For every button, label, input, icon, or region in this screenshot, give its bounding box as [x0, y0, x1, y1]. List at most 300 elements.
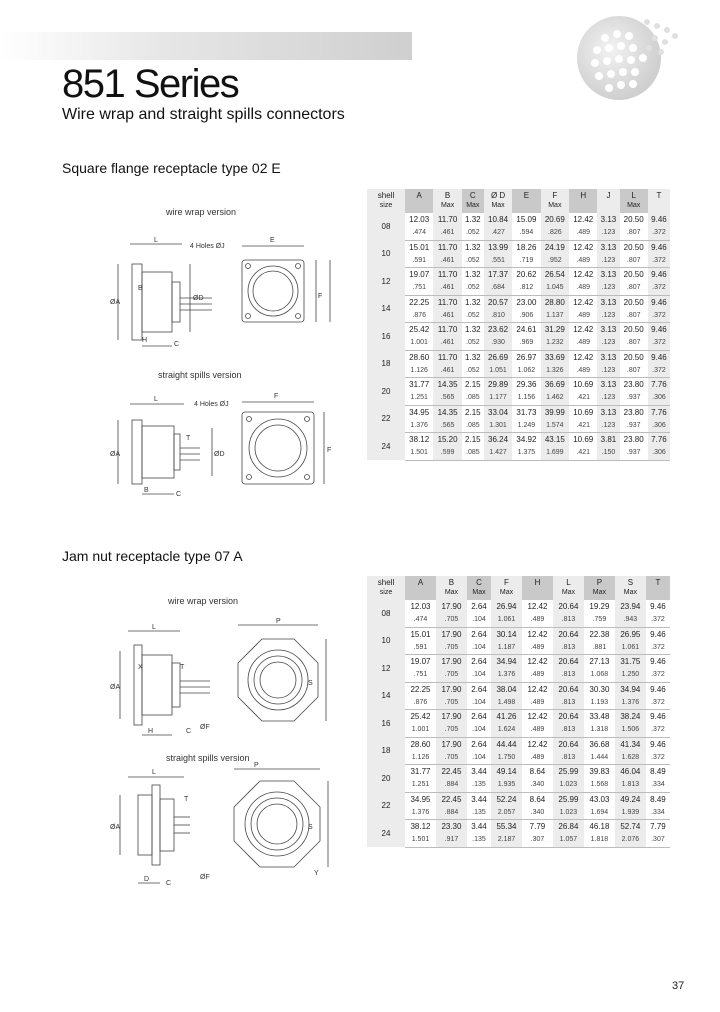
value-inch-cell: .705 [436, 669, 467, 682]
table-row [367, 765, 670, 780]
dim-label: ØA [110, 824, 121, 831]
column-header-label: B [448, 578, 455, 587]
value-mm-cell: 3.13 [597, 405, 619, 420]
column-header-sub: Max [561, 589, 576, 596]
value-mm-cell: 38.12 [409, 435, 430, 444]
value-mm-cell: 3.13 [597, 295, 619, 310]
value-inch-cell: .085 [462, 420, 484, 433]
value-inch-cell: .813 [553, 669, 584, 682]
shell-size-cell: 18 [367, 737, 405, 765]
value-mm-cell: 9.46 [648, 268, 670, 283]
value-inch-cell: .807 [620, 255, 648, 268]
table-row [367, 323, 670, 338]
value-mm-cell: 34.94 [491, 655, 522, 670]
value-inch-cell: .489 [522, 724, 553, 737]
value-mm-cell: 23.80 [623, 407, 644, 417]
dim-label: F [318, 293, 323, 300]
column-header-sub: Max [627, 202, 641, 209]
value-mm-cell: 43.03 [589, 794, 610, 804]
value-mm-cell: 46.18 [589, 822, 610, 831]
value-mm-cell: 12.42 [527, 684, 548, 694]
value-mm-cell: 2.64 [471, 657, 487, 666]
value-inch-cell: 1.628 [615, 752, 646, 765]
value-mm-cell: 7.76 [648, 378, 670, 393]
table-row [367, 405, 670, 420]
table-row [367, 227, 670, 240]
column-header [541, 189, 569, 213]
table-row [367, 614, 670, 627]
value-inch-cell: 1.251 [405, 392, 433, 405]
value-inch-cell: 1.501 [405, 834, 436, 847]
value-inch-cell: 1.818 [584, 834, 615, 847]
value-mm-cell: 12.42 [573, 215, 594, 224]
value-mm-cell: 12.42 [573, 242, 594, 252]
value-mm-cell: 22.25 [409, 297, 430, 307]
value-mm-cell: 7.79 [650, 822, 666, 831]
value-mm-cell: 31.77 [409, 380, 430, 389]
value-mm-cell: 20.57 [484, 295, 512, 310]
value-inch-cell: .123 [597, 282, 619, 295]
shell-size-cell: 14 [367, 682, 405, 710]
value-inch-cell: .372 [648, 227, 670, 240]
value-mm-cell: 14.35 [433, 405, 461, 420]
value-inch-cell: .489 [569, 255, 597, 268]
column-header [648, 189, 670, 213]
value-inch-cell: .599 [433, 447, 461, 460]
value-mm-cell: 11.70 [433, 240, 461, 255]
shell-size-cell: 20 [367, 765, 405, 793]
column-header [620, 189, 648, 213]
value-inch-cell: .813 [553, 642, 584, 655]
value-inch-cell: .052 [462, 282, 484, 295]
value-inch-cell: .123 [597, 392, 619, 405]
value-mm-cell: 38.04 [491, 682, 522, 697]
shell-size-cell: 14 [367, 295, 405, 323]
table-row [367, 433, 670, 448]
value-inch-cell: 1.232 [541, 337, 569, 350]
value-inch-cell: .565 [433, 420, 461, 433]
dim-label: T [180, 664, 185, 671]
column-header-label: A [417, 578, 424, 587]
value-inch-cell: .307 [522, 834, 553, 847]
column-header-sub [405, 201, 433, 211]
value-inch-cell: 1.251 [405, 779, 436, 792]
value-inch-cell: .052 [462, 365, 484, 378]
column-header-label: F [552, 191, 558, 200]
value-inch-cell: 1.462 [541, 392, 569, 405]
dim-label: S [308, 680, 313, 687]
column-header-sub [405, 588, 436, 598]
value-inch-cell: 1.750 [491, 752, 522, 765]
value-mm-cell: 29.89 [484, 378, 512, 393]
value-inch-cell: .372 [646, 697, 670, 710]
value-mm-cell: 19.29 [589, 602, 610, 611]
dim-label: F [327, 447, 332, 454]
shell-size-cell: 10 [367, 627, 405, 655]
value-inch-cell: .052 [462, 227, 484, 240]
table-row [367, 350, 670, 365]
value-mm-cell: 33.69 [541, 350, 569, 365]
column-header-sub: Max [548, 202, 562, 209]
value-inch-cell: .813 [553, 724, 584, 737]
value-mm-cell: 12.42 [527, 602, 548, 611]
dim-label: P [254, 762, 259, 769]
value-mm-cell: 3.81 [597, 433, 619, 448]
value-inch-cell: 1.444 [584, 752, 615, 765]
dim-label: H [142, 337, 148, 344]
holes-label: 4 Holes ØJ [190, 243, 225, 250]
shell-size-cell: 08 [367, 600, 405, 627]
dim-label: E [270, 237, 275, 244]
value-inch-cell: .813 [553, 614, 584, 627]
column-header-sub: Max [444, 589, 459, 596]
value-mm-cell: 23.94 [615, 600, 646, 614]
value-mm-cell: 11.70 [433, 268, 461, 283]
table-row [367, 392, 670, 405]
jam-nut-svg [62, 585, 367, 905]
table-row [367, 268, 670, 283]
value-mm-cell: 15.20 [433, 433, 461, 448]
column-header [467, 576, 491, 600]
value-mm-cell: 1.32 [465, 270, 481, 279]
value-inch-cell: 1.126 [405, 752, 436, 765]
jam-nut-front-view-straight-spills [234, 769, 328, 867]
value-mm-cell: 9.46 [650, 684, 666, 694]
value-mm-cell: 31.29 [541, 323, 569, 338]
table-row [367, 655, 670, 670]
shell-size-cell: 12 [367, 655, 405, 683]
value-mm-cell: 3.13 [597, 350, 619, 365]
value-inch-cell: 1.193 [584, 697, 615, 710]
value-mm-cell: 7.76 [648, 433, 670, 448]
value-inch-cell: .489 [522, 669, 553, 682]
value-inch-cell: 1.062 [512, 365, 540, 378]
value-mm-cell: 12.42 [573, 270, 594, 279]
column-header [553, 576, 584, 600]
value-inch-cell: 1.001 [405, 724, 436, 737]
value-mm-cell: 12.03 [409, 215, 430, 224]
value-mm-cell: 41.26 [491, 710, 522, 725]
value-inch-cell: .123 [597, 255, 619, 268]
column-header-sub [512, 201, 540, 211]
value-inch-cell: .917 [436, 834, 467, 847]
value-mm-cell: 9.46 [650, 602, 666, 611]
table-row [367, 420, 670, 433]
table-row [367, 378, 670, 393]
value-inch-cell: .489 [522, 614, 553, 627]
dim-label: ØD [214, 451, 225, 458]
value-inch-cell: .876 [405, 697, 436, 710]
square-flange-svg [62, 198, 367, 518]
value-inch-cell: 1.156 [512, 392, 540, 405]
value-mm-cell: 2.15 [465, 380, 481, 389]
value-inch-cell: .807 [620, 282, 648, 295]
value-mm-cell: 9.46 [648, 350, 670, 365]
value-inch-cell: 1.318 [584, 724, 615, 737]
value-inch-cell: 1.939 [615, 807, 646, 820]
value-mm-cell: 28.60 [410, 739, 431, 749]
value-mm-cell: 36.69 [541, 378, 569, 393]
value-mm-cell: 49.24 [615, 792, 646, 807]
column-header-label: shell [377, 191, 395, 200]
column-header-label: J [606, 191, 611, 200]
value-inch-cell: .884 [436, 779, 467, 792]
value-mm-cell: 9.46 [650, 629, 666, 639]
table-row [367, 213, 670, 227]
value-mm-cell: 11.70 [433, 323, 461, 338]
value-mm-cell: 17.90 [436, 682, 467, 697]
value-mm-cell: 20.64 [553, 627, 584, 642]
value-mm-cell: 20.64 [553, 710, 584, 725]
value-mm-cell: 17.90 [436, 655, 467, 670]
value-inch-cell: .421 [569, 392, 597, 405]
value-mm-cell: 3.13 [597, 323, 619, 338]
value-inch-cell: .372 [646, 669, 670, 682]
value-inch-cell: .306 [648, 420, 670, 433]
value-mm-cell: 26.84 [553, 820, 584, 835]
column-header [597, 189, 619, 213]
value-mm-cell: 3.44 [471, 822, 487, 831]
value-inch-cell: .334 [646, 807, 670, 820]
column-header-label: E [523, 191, 530, 200]
value-inch-cell: 1.574 [541, 420, 569, 433]
dim-label: C [186, 728, 192, 735]
square-flange-dimension-table [367, 189, 670, 461]
value-mm-cell: 20.64 [553, 600, 584, 614]
table-row [367, 792, 670, 807]
dim-label: T [184, 796, 189, 803]
column-header-sub: Max [466, 202, 480, 209]
value-inch-cell: .813 [553, 752, 584, 765]
value-inch-cell: .807 [620, 337, 648, 350]
value-inch-cell: .461 [433, 365, 461, 378]
value-mm-cell: 9.46 [648, 323, 670, 338]
value-mm-cell: 27.13 [589, 657, 610, 666]
column-header-label: A [416, 191, 422, 200]
column-header [367, 576, 405, 600]
value-inch-cell: .150 [597, 447, 619, 460]
table-row [367, 642, 670, 655]
value-inch-cell: .135 [467, 807, 491, 820]
dim-label: C [174, 341, 180, 348]
column-header-sub [648, 201, 670, 211]
shell-size-cell: 12 [367, 268, 405, 296]
dim-label: ØA [110, 299, 121, 306]
value-mm-cell: 9.46 [648, 295, 670, 310]
value-mm-cell: 23.62 [484, 323, 512, 338]
value-mm-cell: 20.50 [623, 215, 644, 224]
column-header [436, 576, 467, 600]
value-inch-cell: .943 [615, 614, 646, 627]
value-mm-cell: 23.80 [623, 435, 644, 444]
column-header-sub [522, 588, 553, 598]
column-header-label: H [534, 578, 541, 587]
holes-label: 4 Holes ØJ [194, 401, 229, 408]
shell-size-cell: 22 [367, 405, 405, 433]
table-row [367, 807, 670, 820]
value-inch-cell: .474 [405, 227, 433, 240]
value-inch-cell: 1.045 [541, 282, 569, 295]
shell-size-cell: 10 [367, 240, 405, 268]
value-mm-cell: 52.24 [491, 792, 522, 807]
value-inch-cell: 1.375 [512, 447, 540, 460]
value-inch-cell: .937 [620, 392, 648, 405]
value-mm-cell: 36.24 [484, 433, 512, 448]
value-mm-cell: 20.64 [553, 682, 584, 697]
value-inch-cell: .104 [467, 669, 491, 682]
column-header-sub: size [379, 589, 393, 596]
value-inch-cell: .705 [436, 752, 467, 765]
column-header-label: L [631, 191, 636, 200]
value-mm-cell: 34.95 [409, 407, 430, 417]
column-header-label: Ø D [490, 191, 506, 200]
value-inch-cell: 1.187 [491, 642, 522, 655]
dim-label: ØD [193, 295, 204, 302]
value-inch-cell: 1.301 [484, 420, 512, 433]
value-inch-cell: .427 [484, 227, 512, 240]
value-inch-cell: .421 [569, 420, 597, 433]
dim-label: L [154, 237, 158, 244]
shell-size-cell: 24 [367, 433, 405, 461]
value-inch-cell: .881 [584, 642, 615, 655]
value-inch-cell: 1.376 [491, 669, 522, 682]
value-mm-cell: 13.99 [484, 240, 512, 255]
value-inch-cell: .461 [433, 337, 461, 350]
jam-nut-front-view-wire-wrap [238, 625, 326, 721]
dim-label: D [144, 876, 150, 883]
value-inch-cell: .340 [522, 779, 553, 792]
column-header [646, 576, 670, 600]
value-inch-cell: .474 [405, 614, 436, 627]
table-row [367, 834, 670, 847]
section-title-jam-nut: Jam nut receptacle type 07 A [62, 548, 243, 564]
value-inch-cell: .826 [541, 227, 569, 240]
jam-nut-side-view-wire-wrap [120, 631, 210, 735]
shell-size-cell: 20 [367, 378, 405, 406]
value-inch-cell: .969 [512, 337, 540, 350]
value-inch-cell: .461 [433, 255, 461, 268]
value-inch-cell: .123 [597, 310, 619, 323]
page-number: 37 [672, 980, 685, 992]
value-inch-cell: 2.057 [491, 807, 522, 820]
value-inch-cell: .906 [512, 310, 540, 323]
column-header [615, 576, 646, 600]
value-mm-cell: 36.68 [589, 739, 610, 749]
value-mm-cell: 8.49 [650, 794, 666, 804]
dim-label: ØF [200, 874, 210, 881]
dim-label: ØF [200, 724, 210, 731]
section-title-square-flange: Square flange receptacle type 02 E [62, 160, 281, 176]
value-inch-cell: 1.506 [615, 724, 646, 737]
straight-spills-version-label: straight spills version [158, 370, 242, 380]
value-mm-cell: 17.90 [436, 627, 467, 642]
column-header-label: C [476, 578, 482, 587]
dim-label: P [276, 618, 281, 625]
value-mm-cell: 12.42 [527, 657, 548, 666]
value-mm-cell: 38.12 [410, 822, 431, 831]
dim-label: L [154, 396, 158, 403]
value-mm-cell: 8.64 [529, 794, 546, 804]
value-inch-cell: .372 [648, 310, 670, 323]
value-mm-cell: 23.00 [516, 297, 537, 307]
wire-wrap-version-label: wire wrap version [168, 596, 239, 606]
table-row [367, 447, 670, 460]
value-mm-cell: 25.42 [410, 712, 431, 721]
value-inch-cell: 1.057 [553, 834, 584, 847]
value-mm-cell: 24.61 [516, 325, 537, 334]
front-view-wire-wrap [242, 246, 330, 322]
value-inch-cell: 1.501 [405, 447, 433, 460]
value-inch-cell: .104 [467, 752, 491, 765]
value-inch-cell: .123 [597, 365, 619, 378]
value-inch-cell: .123 [597, 227, 619, 240]
value-inch-cell: .052 [462, 310, 484, 323]
value-mm-cell: 26.97 [516, 352, 537, 362]
value-mm-cell: 23.80 [623, 380, 644, 389]
value-inch-cell: .104 [467, 724, 491, 737]
header-gradient-bar [0, 32, 412, 60]
value-mm-cell: 3.13 [597, 240, 619, 255]
value-inch-cell: .372 [648, 337, 670, 350]
value-mm-cell: 20.64 [553, 655, 584, 670]
value-inch-cell: 2.187 [491, 834, 522, 847]
value-inch-cell: .565 [433, 392, 461, 405]
value-inch-cell: .812 [512, 282, 540, 295]
value-inch-cell: .705 [436, 642, 467, 655]
value-inch-cell: .759 [584, 614, 615, 627]
value-mm-cell: 10.69 [573, 407, 594, 417]
value-mm-cell: 31.73 [516, 407, 537, 417]
value-mm-cell: 20.50 [623, 270, 644, 279]
value-mm-cell: 18.26 [516, 242, 537, 252]
value-mm-cell: 17.90 [436, 710, 467, 725]
value-mm-cell: 3.44 [471, 794, 487, 804]
value-mm-cell: 15.09 [516, 215, 537, 224]
column-header-sub: Max [472, 589, 486, 596]
value-inch-cell: .372 [646, 614, 670, 627]
value-mm-cell: 25.99 [553, 765, 584, 780]
value-mm-cell: 31.77 [410, 767, 431, 776]
column-header [484, 189, 512, 213]
value-inch-cell: 1.068 [584, 669, 615, 682]
value-inch-cell: .306 [648, 392, 670, 405]
value-inch-cell: .884 [436, 807, 467, 820]
value-mm-cell: 34.92 [516, 435, 537, 444]
value-inch-cell: 1.051 [484, 365, 512, 378]
value-mm-cell: 14.35 [433, 378, 461, 393]
shell-size-cell: 16 [367, 323, 405, 351]
table-row [367, 627, 670, 642]
value-inch-cell: .937 [620, 447, 648, 460]
value-inch-cell: .489 [522, 697, 553, 710]
value-inch-cell: .489 [569, 365, 597, 378]
value-mm-cell: 26.94 [491, 600, 522, 614]
column-header-label: T [656, 191, 662, 200]
value-mm-cell: 10.69 [573, 380, 594, 389]
value-mm-cell: 19.07 [410, 657, 431, 666]
value-inch-cell: .461 [433, 227, 461, 240]
value-inch-cell: 1.126 [405, 365, 433, 378]
value-inch-cell: .123 [597, 420, 619, 433]
column-header-sub: Max [592, 589, 607, 596]
value-mm-cell: 22.45 [436, 792, 467, 807]
value-inch-cell: 1.061 [491, 614, 522, 627]
value-mm-cell: 34.95 [410, 794, 431, 804]
value-mm-cell: 1.32 [465, 297, 481, 307]
value-mm-cell: 3.13 [597, 213, 619, 227]
table-row [367, 710, 670, 725]
value-mm-cell: 55.34 [491, 820, 522, 835]
